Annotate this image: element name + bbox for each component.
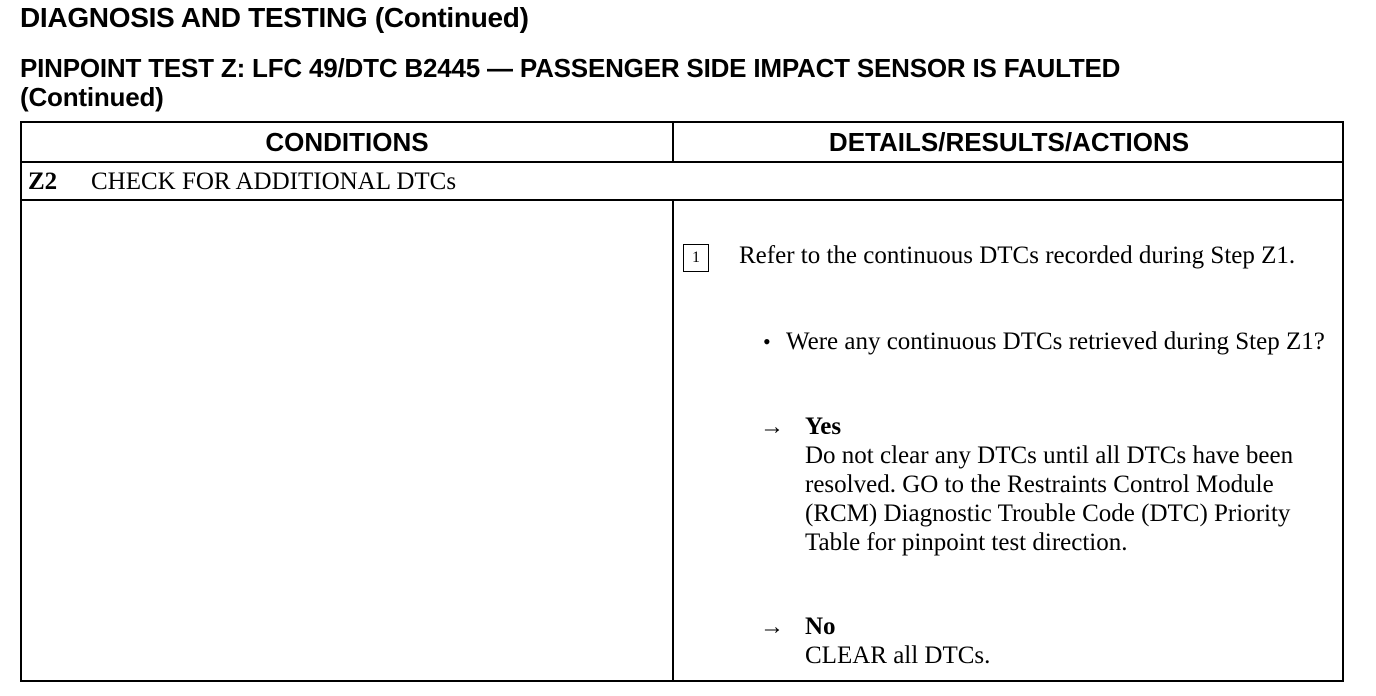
test-title-line-1: PINPOINT TEST Z: LFC 49/DTC B2445 — PASSENGER SIDE IMPACT SENSOR IS FAULTED: [20, 53, 1121, 83]
details-cell: [674, 201, 1342, 682]
pinpoint-test-title: [20, 54, 1120, 112]
answer-yes-text: Do not clear any DTCs until all DTCs have been resolved. GO to the Restraints Control Module (RCM) Diagnostic Trouble Code (DTC) Priority Table for pinpoint test direction.: [805, 442, 1294, 556]
step-title: CHECK FOR ADDITIONAL DTCs: [91, 168, 457, 195]
step-id: Z2: [28, 168, 58, 195]
step-heading-row: [22, 163, 1342, 201]
pinpoint-test-table: [20, 121, 1344, 682]
page-heading: DIAGNOSIS AND TESTING (Continued): [20, 2, 529, 33]
table-header-row: [22, 123, 1342, 163]
answer-no-label: No: [805, 613, 836, 640]
answer-no-text: CLEAR all DTCs.: [805, 642, 991, 669]
answer-yes-label: Yes: [805, 413, 842, 440]
step-number-box: 1: [683, 244, 709, 272]
instruction-text: Refer to the continuous DTCs recorded during Step Z1.: [739, 242, 1296, 269]
right-arrow-icon: →: [760, 614, 784, 640]
right-arrow-icon: →: [760, 414, 784, 440]
test-title-line-2: (Continued): [20, 82, 164, 112]
conditions-column-header: CONDITIONS: [265, 127, 429, 157]
details-column-header: DETAILS/RESULTS/ACTIONS: [828, 127, 1190, 157]
question-text: Were any continuous DTCs retrieved during Step Z1?: [786, 328, 1325, 355]
bullet-icon: •: [763, 329, 771, 354]
